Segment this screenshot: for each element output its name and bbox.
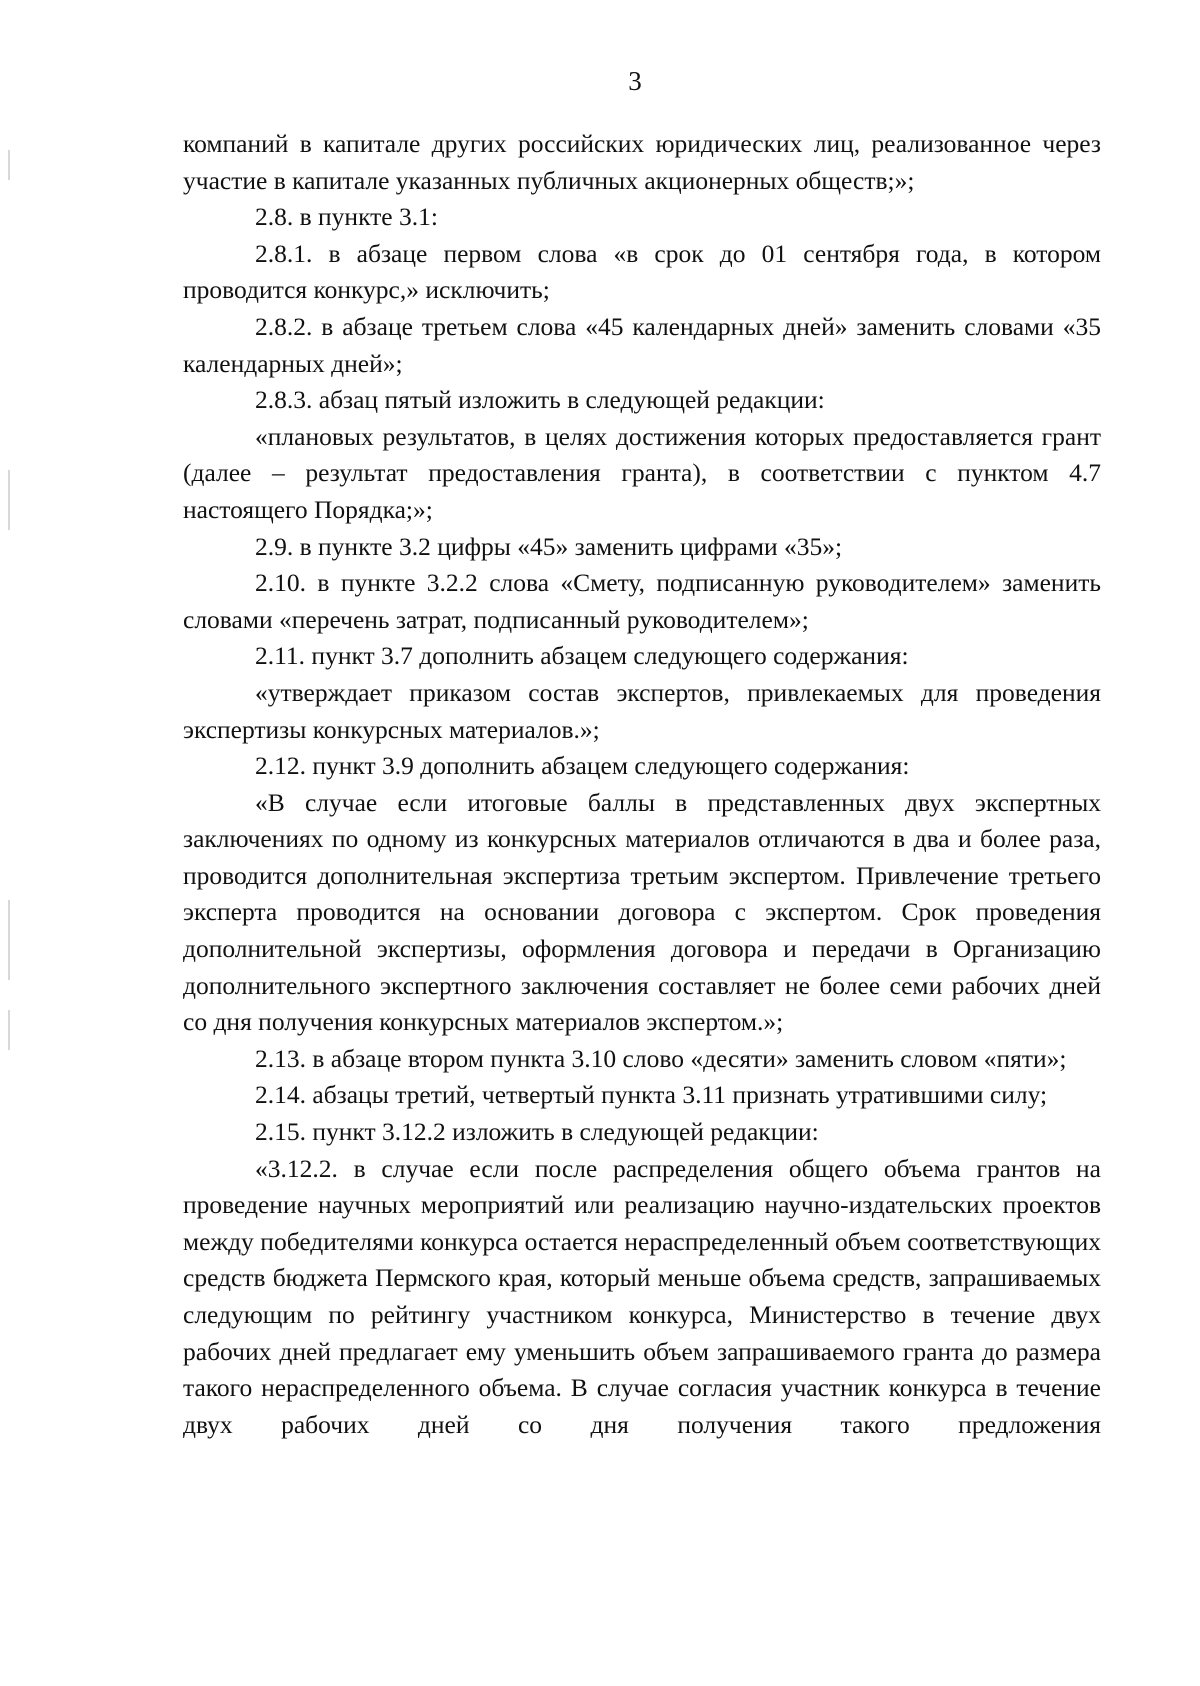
document-body: [183, 126, 1101, 1443]
paragraph-2-15: 2.15. пункт 3.12.2 изложить в следующей редакции:: [255, 1117, 819, 1147]
scan-edge-mark: [8, 900, 10, 980]
paragraph-quote-planned-results: «плановых результатов, в целях достижения которых предоставляется грант (далее – результат предоставления гранта), в соответствии с пунктом 4.7 настоящего Порядка;»;: [183, 421, 1101, 524]
scan-edge-mark: [8, 150, 10, 180]
paragraph-quote-experts: «утверждает приказом состав экспертов, привлекаемых для проведения экспертизы конкурсных материалов.»;: [183, 677, 1101, 744]
scan-edge-mark: [8, 470, 10, 530]
paragraph-2-12: 2.12. пункт 3.9 дополнить абзацем следующего содержания:: [255, 751, 910, 781]
paragraph-2-10: 2.10. в пункте 3.2.2 слова «Смету, подписанную руководителем» заменить словами «перечень затрат, подписанный руководителем»;: [183, 568, 1101, 634]
paragraph-2-11: 2.11. пункт 3.7 дополнить абзацем следующего содержания:: [255, 641, 909, 671]
paragraph-2-8-1: 2.8.1. в абзаце первом слова «в срок до 01 сентября года, в котором проводится конкурс,» исключить;: [183, 238, 1101, 305]
paragraph-quote-additional-expertise: «В случае если итоговые баллы в представленных двух экспертных заключениях по одному из конкурсных материалов отличаются в два и более раза, проводится дополнительная экспертиза третьим экспертом. Привлечение третьего эксперта проводится на основании договора с экспертом. Срок проведения дополнительной экспертизы, оформления договора и передачи в Организацию дополнительного экспертного заключения составляет не более семи рабочих дней со дня получения конкурсных материалов экспертом.»;: [183, 787, 1101, 1037]
page-number: 3: [628, 66, 642, 96]
paragraph-2-8-2: 2.8.2. в абзаце третьем слова «45 календарных дней» заменить словами «35 календарных дней»;: [183, 311, 1101, 378]
scan-edge-mark: [8, 1010, 10, 1050]
paragraph-2-14: 2.14. абзацы третий, четвертый пункта 3.11 признать утратившими силу;: [255, 1080, 1048, 1110]
paragraph-2-8: 2.8. в пункте 3.1:: [255, 202, 438, 232]
paragraph-2-9: 2.9. в пункте 3.2 цифры «45» заменить цифрами «35»;: [255, 531, 843, 561]
paragraph-continuation: компаний в капитале других российских юридических лиц, реализованное через участие в капитале указанных публичных акционерных обществ;»;: [183, 129, 1101, 195]
paragraph-2-13: 2.13. в абзаце втором пункта 3.10 слово «десяти» заменить словом «пяти»;: [255, 1043, 1067, 1073]
paragraph-2-8-3: 2.8.3. абзац пятый изложить в следующей редакции:: [255, 385, 825, 415]
paragraph-quote-3-12-2: «3.12.2. в случае если после распределения общего объема грантов на проведение научных мероприятий или реализацию научно-издательских проектов между победителями конкурса остается нераспределенный объем соответствующих средств бюджета Пермского края, который меньше объема средств, запрашиваемых следующим по рейтингу участником конкурса, Министерство в течение двух рабочих дней предлагает ему уменьшить объем запрашиваемого гранта до размера такого нераспределенного объема. В случае согласия участник конкурса в течение двух рабочих дней со дня получения такого предложения: [183, 1153, 1101, 1439]
